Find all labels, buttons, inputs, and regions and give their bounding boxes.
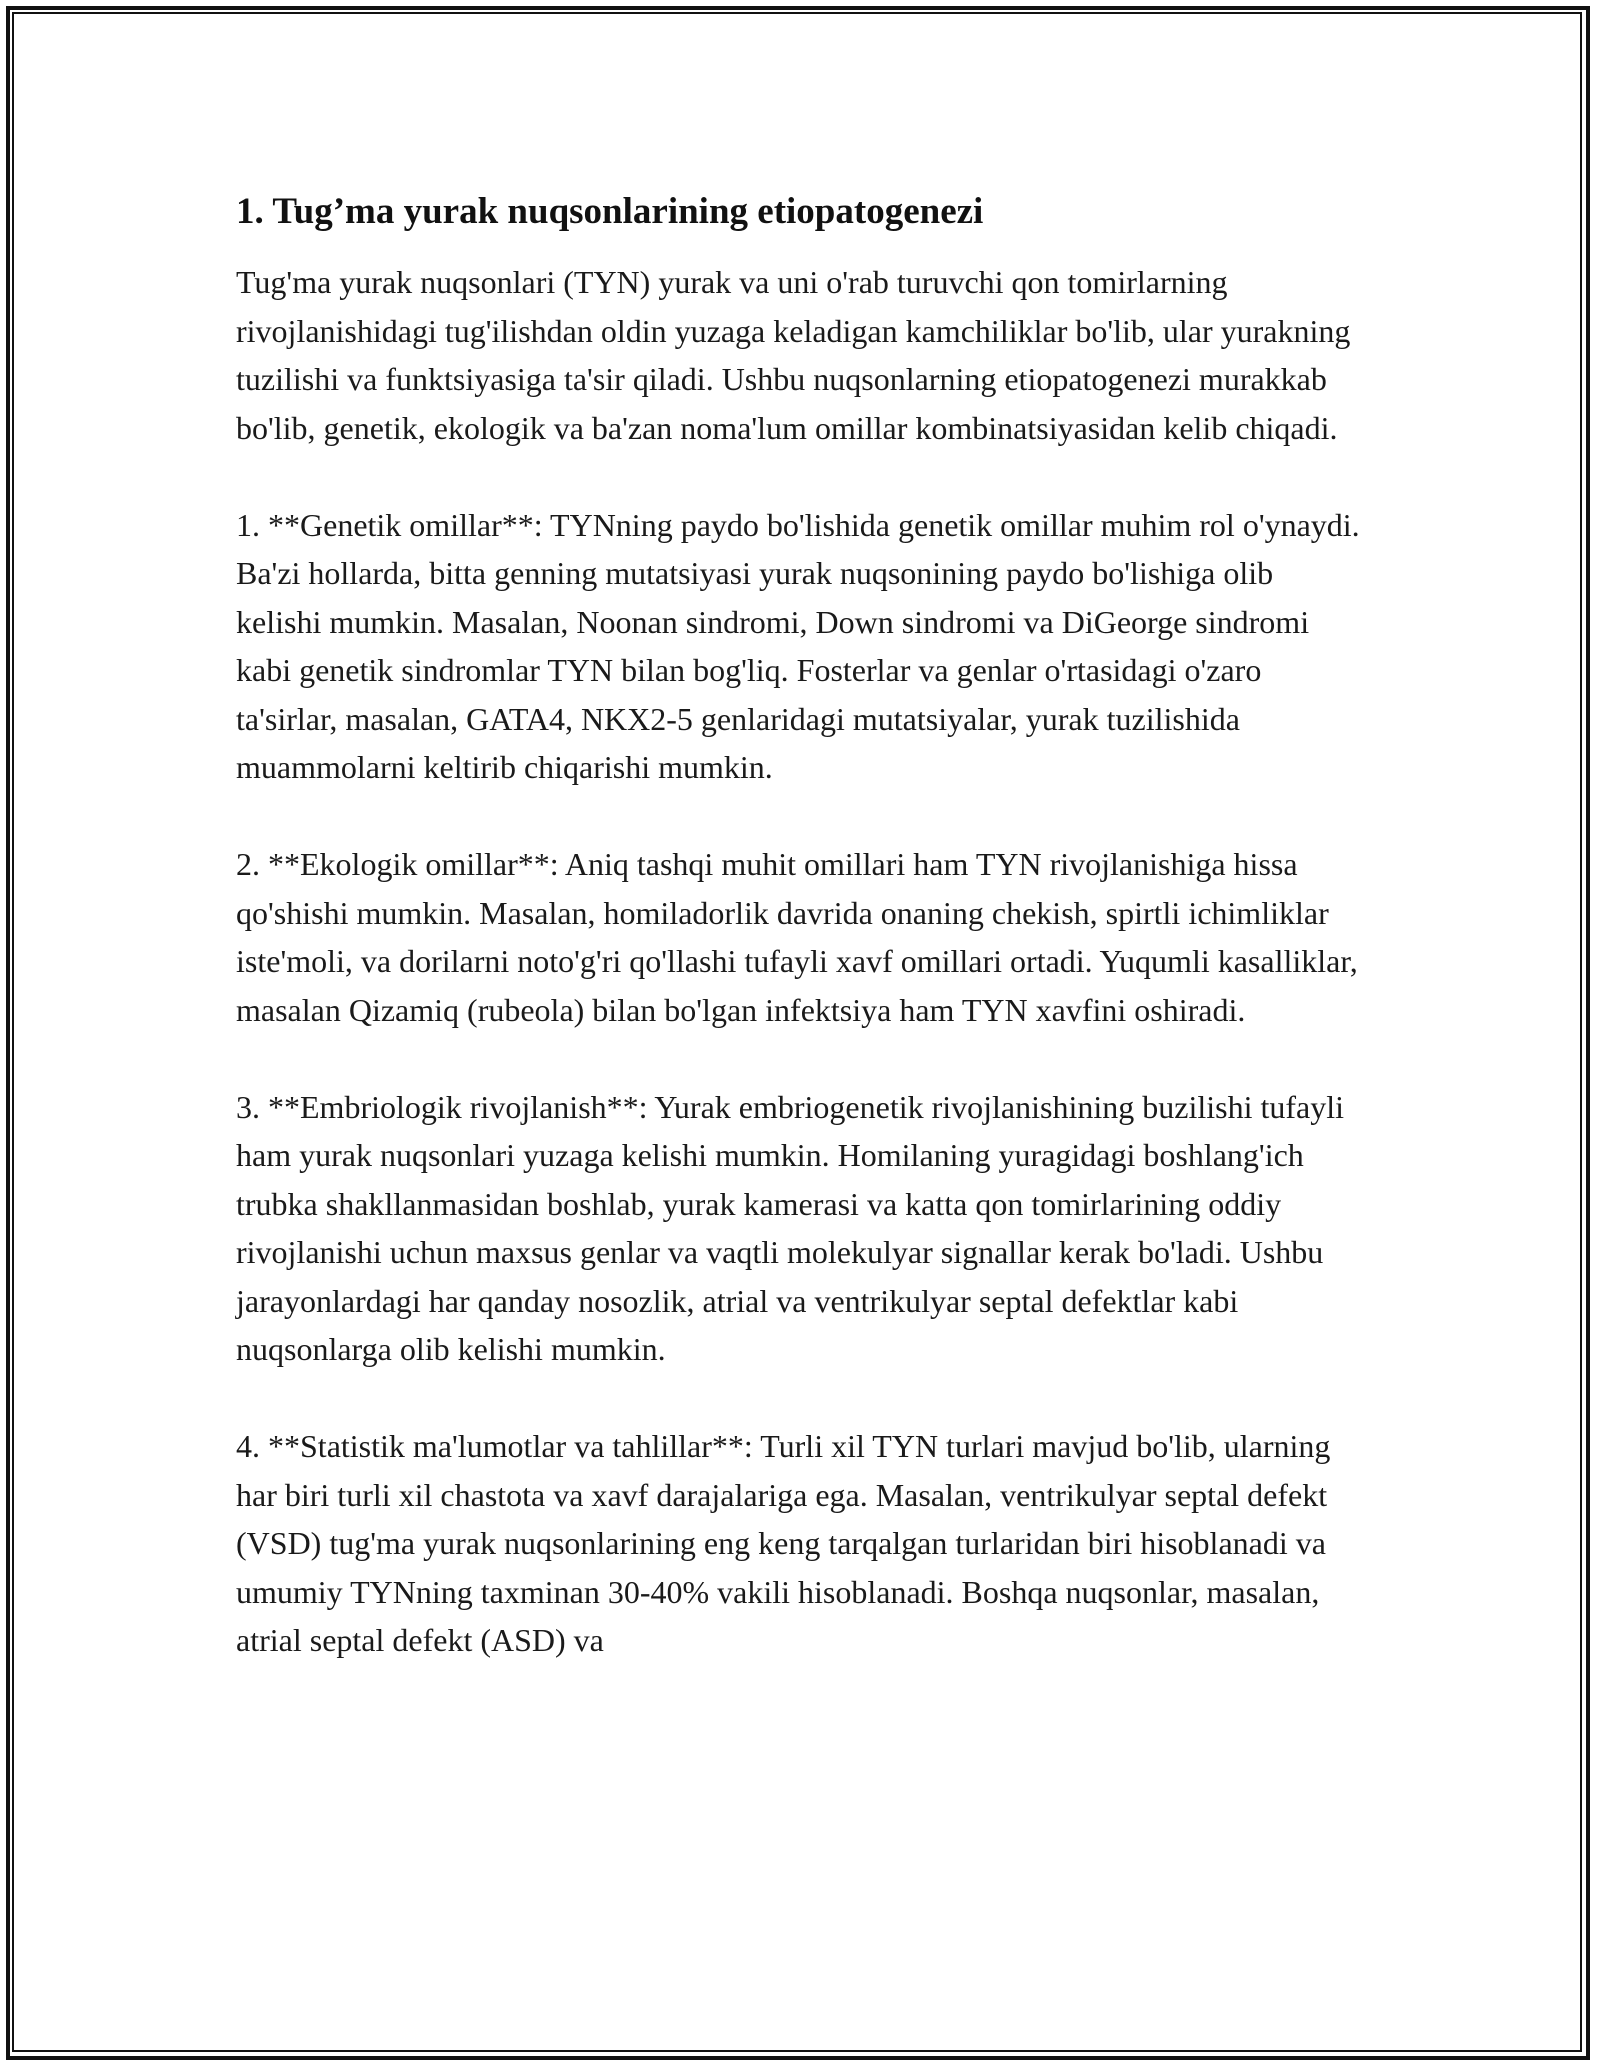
section-heading: 1. Tug’ma yurak nuqsonlarining etiopatogenezi xyxy=(236,191,984,232)
genetic-factors-paragraph: 1. **Genetik omillar**: TYNning paydo bo'lishida genetik omillar muhim rol o'ynaydi. Ba'zi hollarda, bitta genning mutatsiyasi yurak nuqsonining paydo bo'lishiga olib kelishi mumkin. Masalan, Noonan sindromi, Down sindromi va DiGeorge sindromi kabi genetik sindromlar TYN bilan bog'liq. Fosterlar va genlar o'rtasidagi o'zaro ta'sirlar, masalan, GATA4, NKX2-5 genlaridagi mutatsiyalar, yurak tuzilishida muammolarni keltirib chiqarishi mumkin. xyxy=(236,506,1360,785)
ecological-factors-paragraph: 2. **Ekologik omillar**: Aniq tashqi muhit omillari ham TYN rivojlanishiga hissa qo'shishi mumkin. Masalan, homiladorlik davrida onaning chekish, spirtli ichimliklar iste'moli, va dorilarni noto'g'ri qo'llashi tufayli xavf omillari ortadi. Yuqumli kasalliklar, masalan Qizamiq (rubeola) bilan bo'lgan infektsiya ham TYN xavfini oshiradi. xyxy=(236,846,1358,1028)
document-body xyxy=(236,188,1366,1713)
embryological-development-paragraph: 3. **Embriologik rivojlanish**: Yurak embriogenetik rivojlanishining buzilishi tufayli ham yurak nuqsonlari yuzaga kelishi mumkin. Homilaning yuragidagi boshlang'ich trubka shakllanmasidan boshlab, yurak kamerasi va katta qon tomirlarining oddiy rivojlanishi uchun maxsus genlar va vaqtli molekulyar signallar kerak bo'ladi. Ushbu jarayonlardagi har qanday nosozlik, atrial va ventrikulyar septal defektlar kabi nuqsonlarga olib kelishi mumkin. xyxy=(236,1088,1344,1367)
statistics-paragraph: 4. **Statistik ma'lumotlar va tahlillar**: Turli xil TYN turlari mavjud bo'lib, ularning har biri turli xil chastota va xavf darajalariga ega. Masalan, ventrikulyar septal defekt (VSD) tug'ma yurak nuqsonlarining eng keng tarqalgan turlaridan biri hisoblanadi va umumiy TYNning taxminan 30-40% vakili hisoblanadi. Boshqa nuqsonlar, masalan, atrial septal defekt (ASD) va xyxy=(236,1428,1331,1658)
intro-paragraph: Tug'ma yurak nuqsonlari (TYN) yurak va uni o'rab turuvchi qon tomirlarning rivojlanishidagi tug'ilishdan oldin yuzaga keladigan kamchiliklar bo'lib, ular yurakning tuzilishi va funktsiyasiga ta'sir qiladi. Ushbu nuqsonlarning etiopatogenezi murakkab bo'lib, genetik, ekologik va ba'zan noma'lum omillar kombinatsiyasidan kelib chiqadi. xyxy=(236,264,1351,446)
